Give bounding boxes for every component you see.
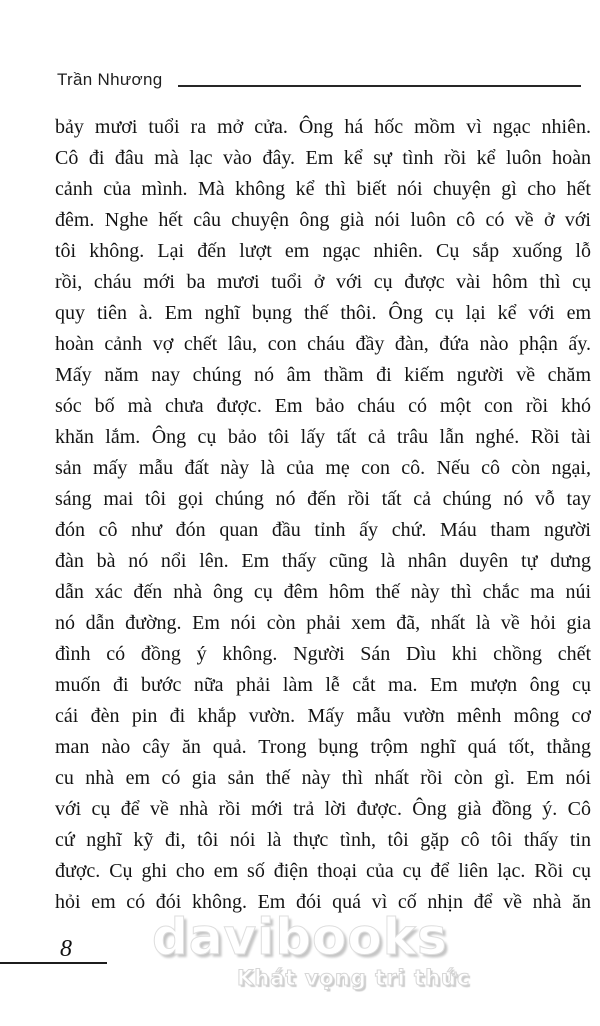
body-line: quy tiên à. Em nghĩ bụng thế thôi. Ông cụ lại kể với em (55, 302, 591, 324)
author-name: Trần Nhương (57, 70, 163, 89)
body-line: khăn lắm. Ông cụ bảo tôi lấy tất cả trâu lẫn nghé. Rồi tài (55, 426, 591, 448)
page-number-rule (0, 962, 107, 964)
header-rule (178, 85, 581, 87)
body-line: man nào cây ăn quả. Trong bụng trộm nghĩ quá tốt, thằng (55, 736, 591, 758)
body-line: sáng mai tôi gọi chúng nó đến rồi tất cả chúng nó vỗ tay (55, 488, 591, 510)
body-line: đình có đồng ý không. Người Sán Dìu khi chồng chết (55, 643, 591, 665)
body-text (55, 112, 591, 918)
body-line: tôi không. Lại đến lượt em ngạc nhiên. Cụ sắp xuống lỗ (55, 240, 591, 262)
watermark-brand: davibooks (152, 908, 448, 966)
body-line: với cụ để về nhà rồi mới trả lời được. Ông già đồng ý. Cô (55, 798, 591, 820)
body-line: đêm. Nghe hết câu chuyện ông già nói luôn cô có về ở với (55, 209, 591, 231)
body-line: cu nhà em có gia sản thế này thì nhất rồi còn gì. Em nói (55, 767, 591, 789)
body-line: muốn đi bước nữa phải làm lễ cắt ma. Em mượn ông cụ (55, 674, 591, 696)
body-line: được. Cụ ghi cho em số điện thoại của cụ để liên lạc. Rồi cụ (55, 860, 591, 882)
body-line: rồi, cháu mới ba mươi tuổi ở với cụ được vài hôm thì cụ (55, 271, 591, 293)
body-line: Mấy năm nay chúng nó âm thầm đi kiếm người về chăm (55, 364, 591, 386)
body-line: cái đèn pin đi khắp vườn. Mấy mẫu vườn mênh mông cơ (55, 705, 591, 727)
body-line: nó dẫn đường. Em nói còn phải xem đã, nhất là về hỏi gia (55, 612, 591, 634)
body-line: cảnh của mình. Mà không kể thì biết nói chuyện gì cho hết (55, 178, 591, 200)
body-line: sóc bố mà chưa được. Em bảo cháu có một con rồi khó (55, 395, 591, 417)
body-line: bảy mươi tuổi ra mở cửa. Ông há hốc mồm vì ngạc nhiên. (55, 116, 591, 138)
body-line: đón cô như đón quan đầu tỉnh ấy chứ. Máu tham người (55, 519, 591, 541)
body-line: hoàn cảnh vợ chết lâu, con cháu đầy đàn, đứa nào phận ấy. (55, 333, 591, 355)
body-line: dẫn xác đến nhà ông cụ đêm hôm thế này thì chắc ma núi (55, 581, 591, 603)
body-line: hỏi em có đói không. Em đói quá vì cố nhịn để về nhà ăn (55, 891, 591, 913)
body-line: cứ nghĩ kỹ đi, tôi nói là thực tình, tôi gặp cô tôi thấy tin (55, 829, 591, 851)
page-number: 8 (60, 936, 72, 962)
body-line: Cô đi đâu mà lạc vào đây. Em kể sự tình rồi kể luôn hoàn (55, 147, 591, 169)
body-line: đàn bà nó nổi lên. Em thấy cũng là nhân duyên tự dưng (55, 550, 591, 572)
watermark-slogan: Khát vọng tri thức (237, 966, 471, 990)
page-header (57, 70, 581, 90)
body-line: sản mấy mẫu đất này là của mẹ con cô. Nếu cô còn ngại, (55, 457, 591, 479)
